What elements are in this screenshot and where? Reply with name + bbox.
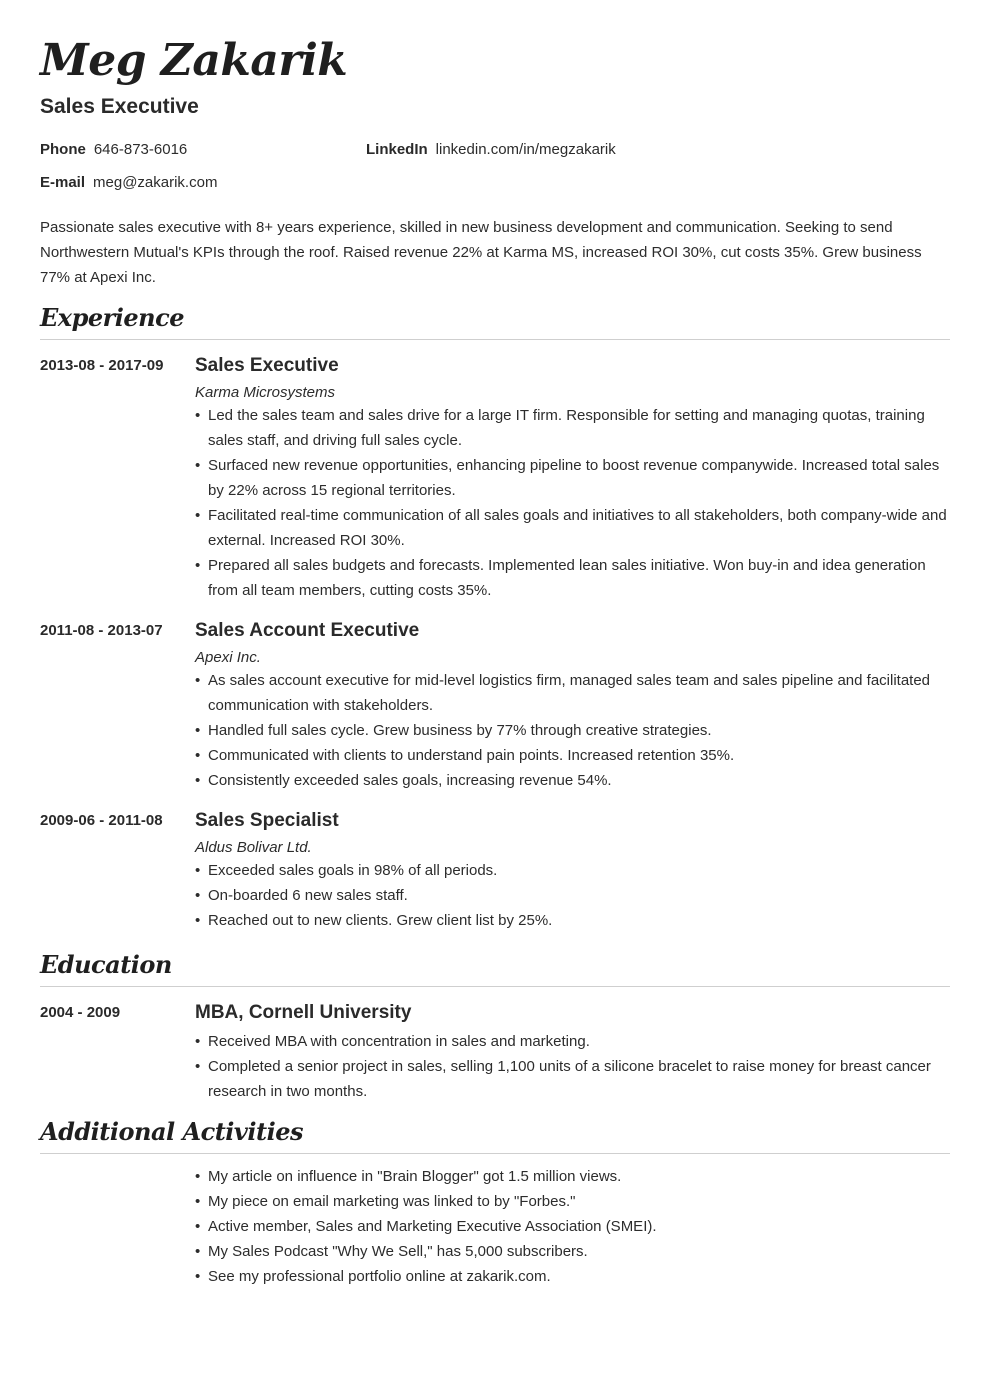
experience-dates: 2009-06 - 2011-08 [40, 812, 163, 829]
experience-heading: Experience [40, 303, 185, 332]
bullet-item: • Communicated with clients to understand pain points. Increased retention 35%. [195, 743, 950, 768]
bullet-item: • Facilitated real-time communication of all sales goals and initiatives to all stakeholders, both company-wide and external. Increased ROI 30%. [195, 503, 950, 553]
experience-role: Sales Account Executive [195, 620, 420, 641]
education-bullets [195, 1029, 950, 1104]
bullet-item: • Completed a senior project in sales, selling 1,100 units of a silicone bracelet to raise money for breast cancer research in two months. [195, 1054, 950, 1104]
phone-label: Phone [40, 141, 86, 158]
experience-bullets [195, 668, 950, 793]
bullet-item: • Prepared all sales budgets and forecasts. Implemented lean sales initiative. Won buy-in and idea generation from all team members, cutting costs 35%. [195, 553, 950, 603]
bullet-item: • On-boarded 6 new sales staff. [195, 883, 950, 908]
experience-bullets [195, 403, 950, 603]
contact-phone [40, 140, 187, 160]
experience-divider [40, 339, 950, 340]
experience-role: Sales Specialist [195, 810, 339, 831]
linkedin-label: LinkedIn [366, 141, 428, 158]
experience-dates: 2011-08 - 2013-07 [40, 622, 163, 639]
experience-role: Sales Executive [195, 355, 339, 376]
email-value[interactable]: meg@zakarik.com [93, 174, 218, 191]
contact-email [40, 173, 217, 193]
phone-value: 646-873-6016 [93, 141, 188, 158]
education-degree: MBA, Cornell University [195, 1002, 412, 1023]
bullet-item: • My piece on email marketing was linked to by "Forbes." [195, 1189, 950, 1214]
bullet-item: • My article on influence in "Brain Blogger" got 1.5 million views. [195, 1164, 950, 1189]
activities-bullets [195, 1164, 950, 1289]
profile-summary: Passionate sales executive with 8+ years experience, skilled in new business development and communication. Seeking to send Northwestern Mutual's KPIs through the roof. Raised revenue 22% at Karma MS, increased ROI 30%, cut costs 35%. Grew business 77% at Apexi Inc. [40, 219, 922, 286]
bullet-item: • As sales account executive for mid-level logistics firm, managed sales team and sales pipeline and facilitated communication with stakeholders. [195, 668, 950, 718]
candidate-title: Sales Executive [40, 95, 199, 118]
email-label: E-mail [40, 174, 86, 191]
bullet-item: • My Sales Podcast "Why We Sell," has 5,000 subscribers. [195, 1239, 950, 1264]
experience-dates: 2013-08 - 2017-09 [40, 357, 164, 374]
candidate-name: Meg Zakarik [40, 35, 348, 86]
experience-company: Karma Microsystems [195, 384, 336, 401]
activities-divider [40, 1153, 950, 1154]
education-heading: Education [40, 950, 172, 979]
bullet-item: • Consistently exceeded sales goals, increasing revenue 54%. [195, 768, 950, 793]
contact-linkedin [366, 140, 616, 160]
education-divider [40, 986, 950, 987]
experience-company: Aldus Bolivar Ltd. [195, 839, 312, 856]
bullet-item: • Exceeded sales goals in 98% of all periods. [195, 858, 950, 883]
experience-bullets [195, 858, 950, 933]
bullet-item: • Reached out to new clients. Grew client list by 25%. [195, 908, 950, 933]
bullet-item: • Active member, Sales and Marketing Executive Association (SMEI). [195, 1214, 950, 1239]
linkedin-value[interactable]: linkedin.com/in/megzakarik [435, 141, 616, 158]
bullet-item: • See my professional portfolio online at zakarik.com. [195, 1264, 950, 1289]
bullet-item: • Led the sales team and sales drive for a large IT firm. Responsible for setting and managing quotas, training sales staff, and driving full sales cycle. [195, 403, 950, 453]
activities-heading: Additional Activities [40, 1117, 303, 1146]
bullet-item: • Handled full sales cycle. Grew business by 77% through creative strategies. [195, 718, 950, 743]
experience-company: Apexi Inc. [195, 649, 261, 666]
bullet-item: • Surfaced new revenue opportunities, enhancing pipeline to boost revenue companywide. Increased total sales by 22% across 15 regional territories. [195, 453, 950, 503]
education-dates: 2004 - 2009 [40, 1004, 121, 1021]
bullet-item: • Received MBA with concentration in sales and marketing. [195, 1029, 950, 1054]
